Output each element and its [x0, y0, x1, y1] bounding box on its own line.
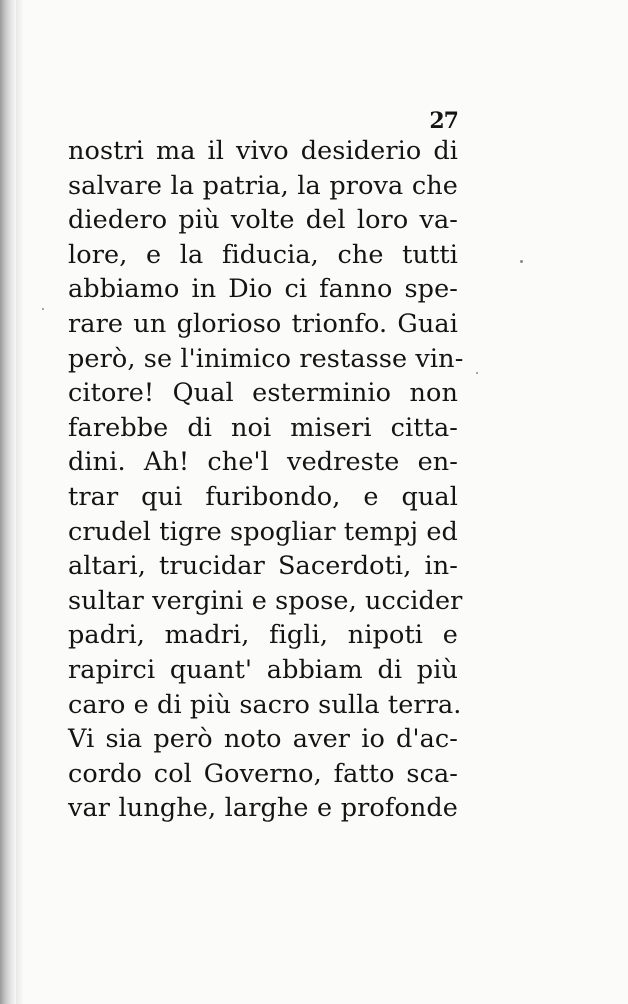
text-line: abbiamo in Dio ci fanno spe-	[68, 274, 458, 305]
paper-speck	[476, 372, 478, 374]
text-line: citore! Qual esterminio non	[68, 378, 458, 409]
text-line: cordo col Governo, fatto sca-	[68, 758, 458, 789]
text-line: crudel tigre spogliar tempj ed	[68, 516, 458, 547]
text-line: dini. Ah! che'l vedreste en-	[68, 447, 458, 478]
page-number: 27	[429, 108, 458, 134]
text-line: padri, madri, figli, nipoti e	[68, 620, 458, 651]
page-binding-edge	[0, 0, 16, 1004]
text-line: Vi sia però noto aver io d'ac-	[68, 724, 458, 755]
text-line: lore, e la fiducia, che tutti	[68, 239, 458, 270]
text-line: var lunghe, larghe e profonde	[68, 793, 458, 824]
text-line: diedero più volte del loro va-	[68, 205, 458, 236]
page-binding-shadow	[16, 0, 24, 1004]
text-line: farebbe di noi miseri citta-	[68, 412, 458, 443]
text-line: sultar vergini e spose, uccider	[68, 585, 463, 616]
text-line: trar qui furibondo, e qual	[68, 481, 458, 512]
text-line: caro e di più sacro sulla terra.	[68, 689, 462, 720]
text-line: però, se l'inimico restasse vin-	[68, 343, 464, 374]
body-text	[68, 134, 464, 826]
text-line: rapirci quant' abbiam di più	[68, 654, 458, 685]
paper-speck	[520, 260, 523, 263]
text-line: rare un glorioso trionfo. Guai	[68, 308, 458, 339]
text-line: salvare la patria, la prova che	[68, 170, 458, 201]
text-line: nostri ma il vivo desiderio di	[68, 136, 458, 166]
text-line: altari, trucidar Sacerdoti, in-	[68, 551, 458, 582]
paper-speck	[42, 308, 44, 310]
